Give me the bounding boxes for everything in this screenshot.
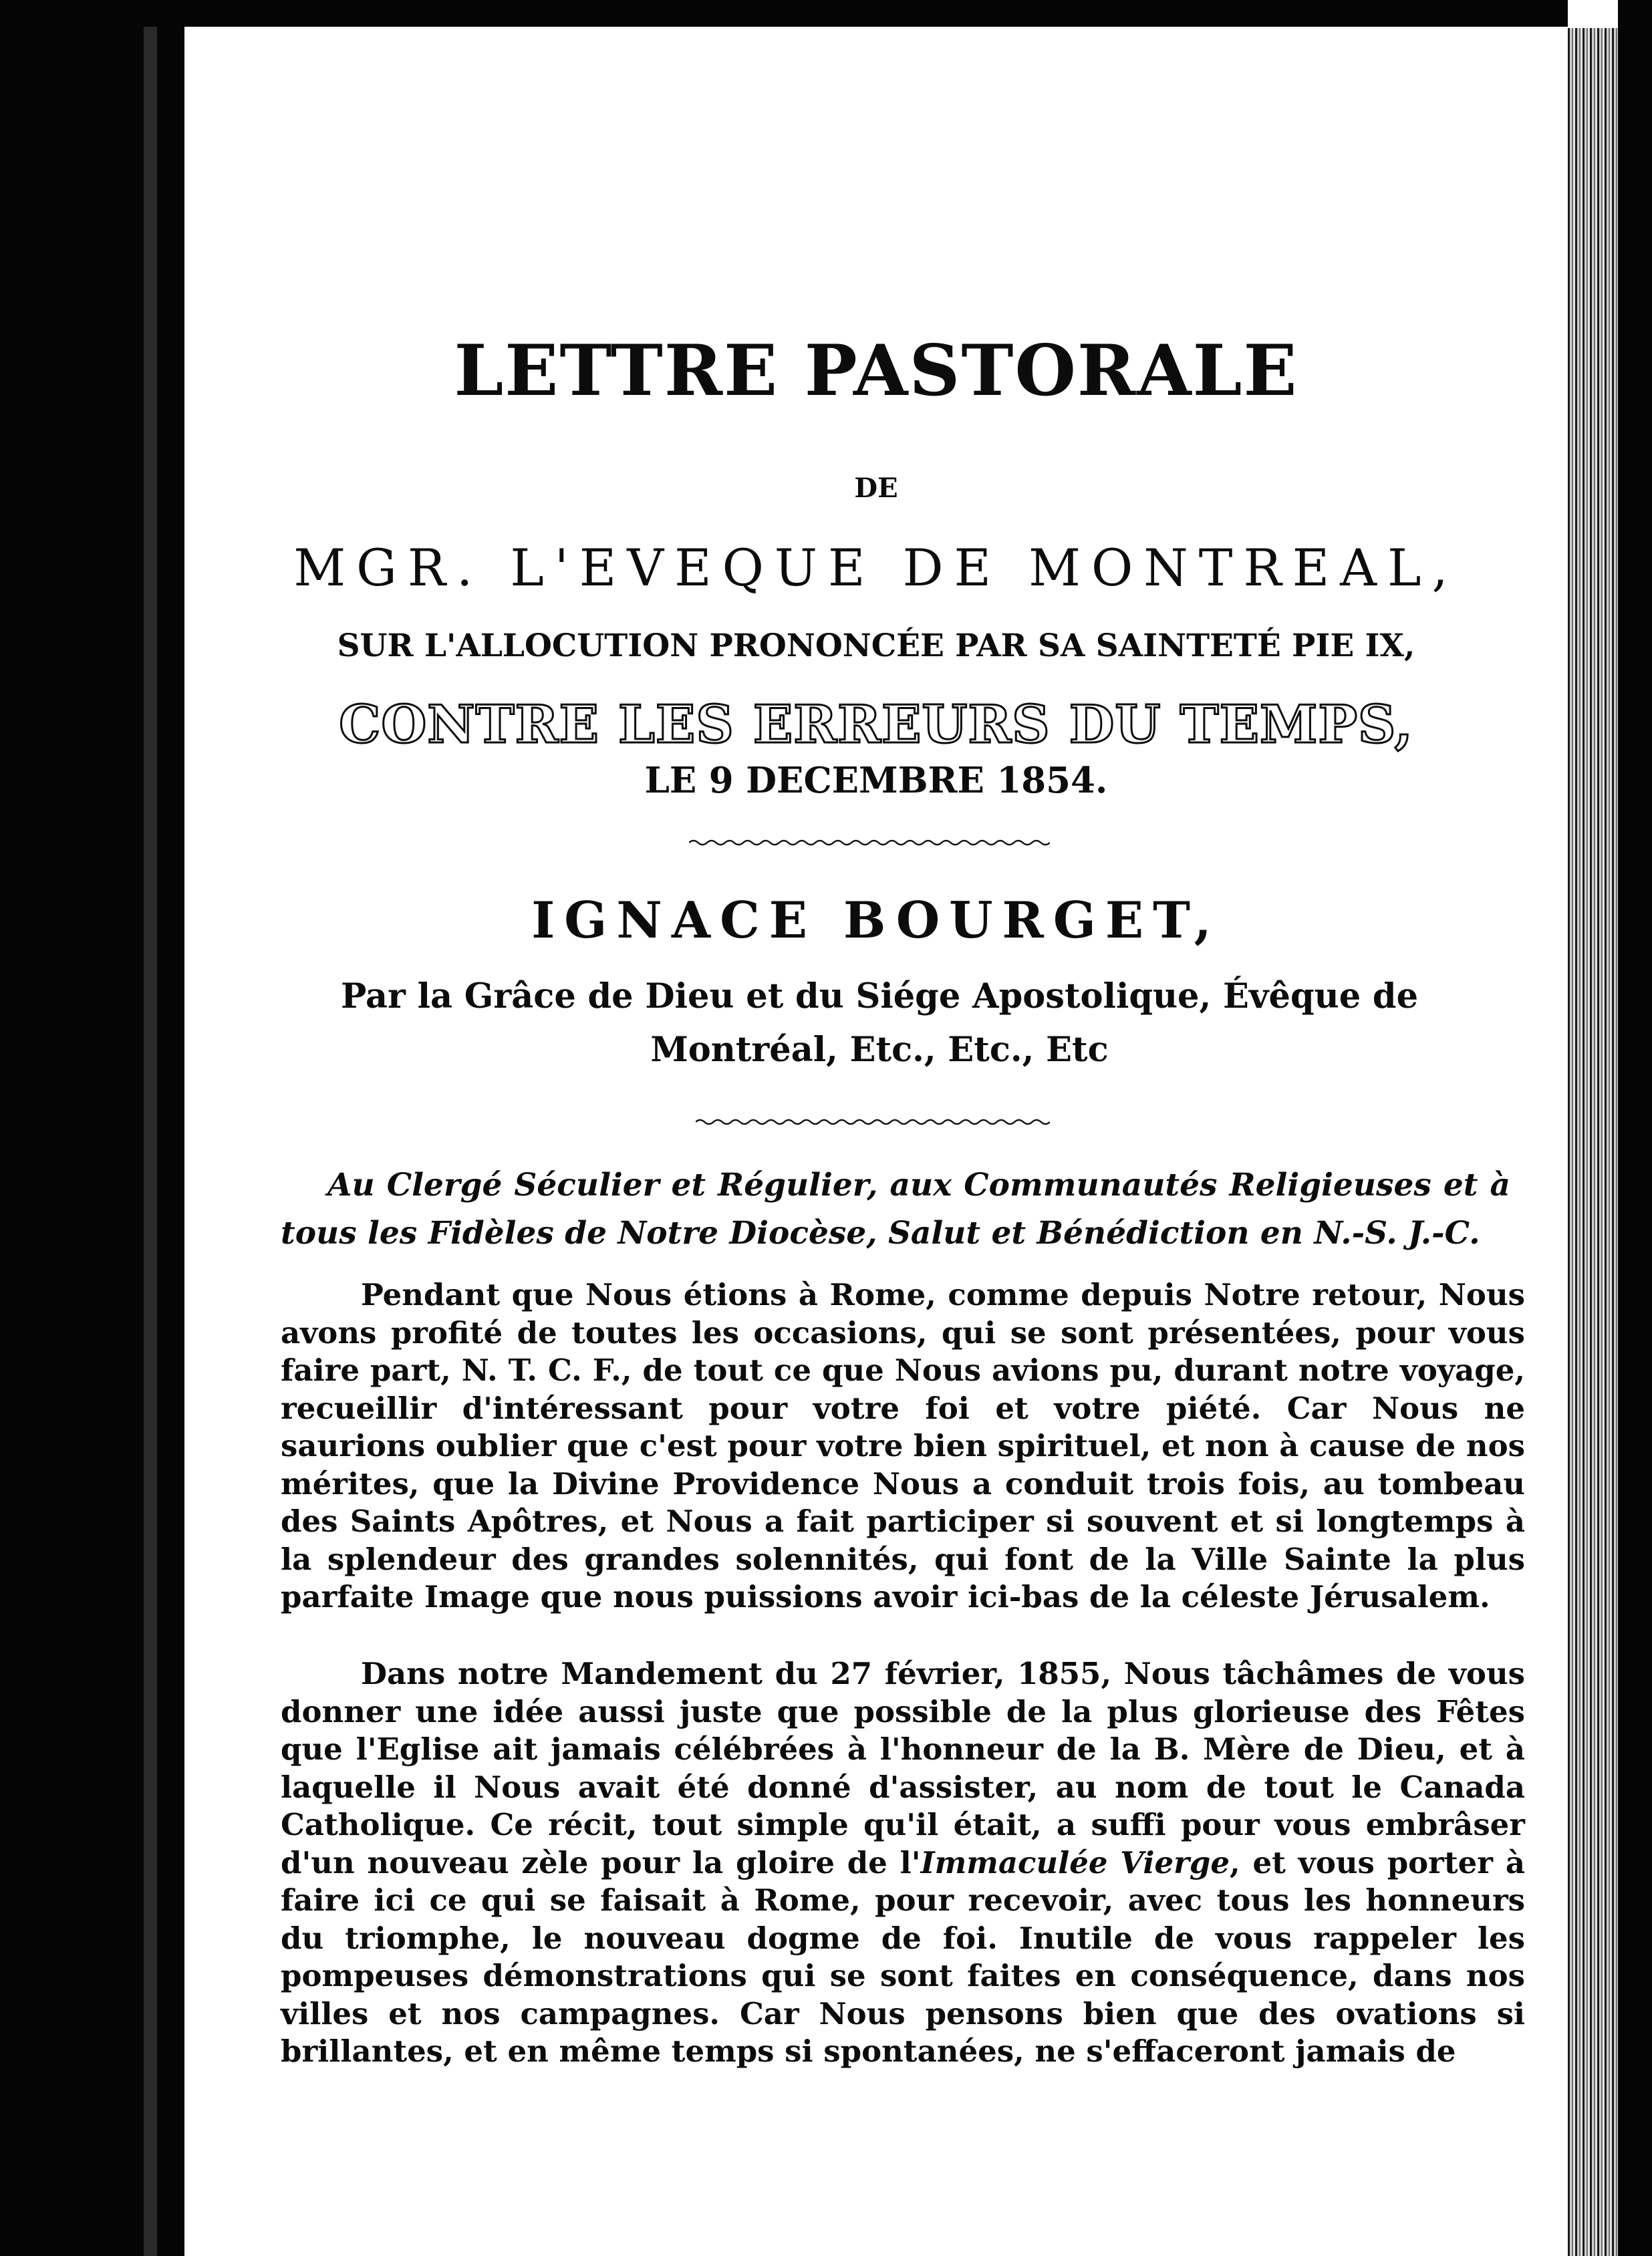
document-title: LETTRE PASTORALE [454, 329, 1298, 412]
document-page [184, 27, 1568, 2256]
paragraph-text: Dans notre Mandement du 27 février, 1855, Nous tâchâmes de vous donner une idée aussi juste que possible de la plus glorieuse des Fêtes que l'Eglise ait jamais célébrées à l'honneur de la B. Mère de Dieu, et à laquelle il Nous avait été donné d'assister, au nom de tout le Canada Catholique. Ce récit, tout simple qu'il était, a suffi pour vous embrâser d'un nouveau zèle pour la gloire de l' [281, 1656, 1525, 1880]
book-spine-edge [144, 27, 157, 2256]
title-connector: DE [854, 472, 898, 504]
page-stack-edge [1568, 0, 1618, 2256]
author-line: MGR. L'EVEQUE DE MONTREAL, [293, 538, 1459, 597]
paragraph-text: , et vous porter à faire ici ce qui se faisait à Rome, pour recevoir, avec tous les honneurs du triomphe, le nouveau dogme de foi. Inutile de vous rappeler les pompeuses démonstrations qui se sont faites en conséquence, dans nos villes et nos campagnes. Car Nous pensons bien que des ovations si brillantes, et en même temps si spontanées, ne s'effaceront jamais de [281, 1844, 1525, 2069]
date-line: LE 9 DECEMBRE 1854. [644, 760, 1108, 801]
emphasized-phrase: Immaculée Vierge [920, 1844, 1230, 1880]
page-stack-top [1568, 0, 1618, 28]
bishop-title: Par la Grâce de Dieu et du Siége Apostolique, Évêque de Montréal, Etc., Etc., Etc [340, 976, 1419, 1070]
bishop-name: IGNACE BOURGET, [531, 891, 1221, 950]
subject-line-outlined: CONTRE LES ERREURS DU TEMPS, [339, 694, 1413, 755]
subject-line: SUR L'ALLOCUTION PRONONCÉE PAR SA SAINTETÉ PIE IX, [337, 627, 1415, 664]
wavy-rule-divider [689, 838, 1050, 847]
salutation-address: Au Clergé Séculier et Régulier, aux Communautés Religieuses et à tous les Fidèles de Notre Diocèse, Salut et Bénédiction en N.-S. J.-C. [281, 1167, 1510, 1252]
wavy-rule-divider [696, 1117, 1050, 1127]
body-paragraph-2 [281, 1655, 1525, 2071]
body-paragraph-1: Pendant que Nous étions à Rome, comme depuis Notre retour, Nous avons profité de toutes les occasions, qui se sont présentées, pour vous faire part, N. T. C. F., de tout ce que Nous avions pu, durant notre voyage, recueillir d'intéressant pour votre foi et votre piété. Car Nous ne saurions oublier que c'est pour votre bien spirituel, et non à cause de nos mérites, que la Divine Providence Nous a conduit trois fois, au tombeau des Saints Apôtres, et Nous a fait participer si souvent et si longtemps à la splendeur des grandes solennités, qui font de la Ville Sainte la plus parfaite Image que nous puissions avoir ici-bas de la céleste Jérusalem. [281, 1277, 1525, 1614]
